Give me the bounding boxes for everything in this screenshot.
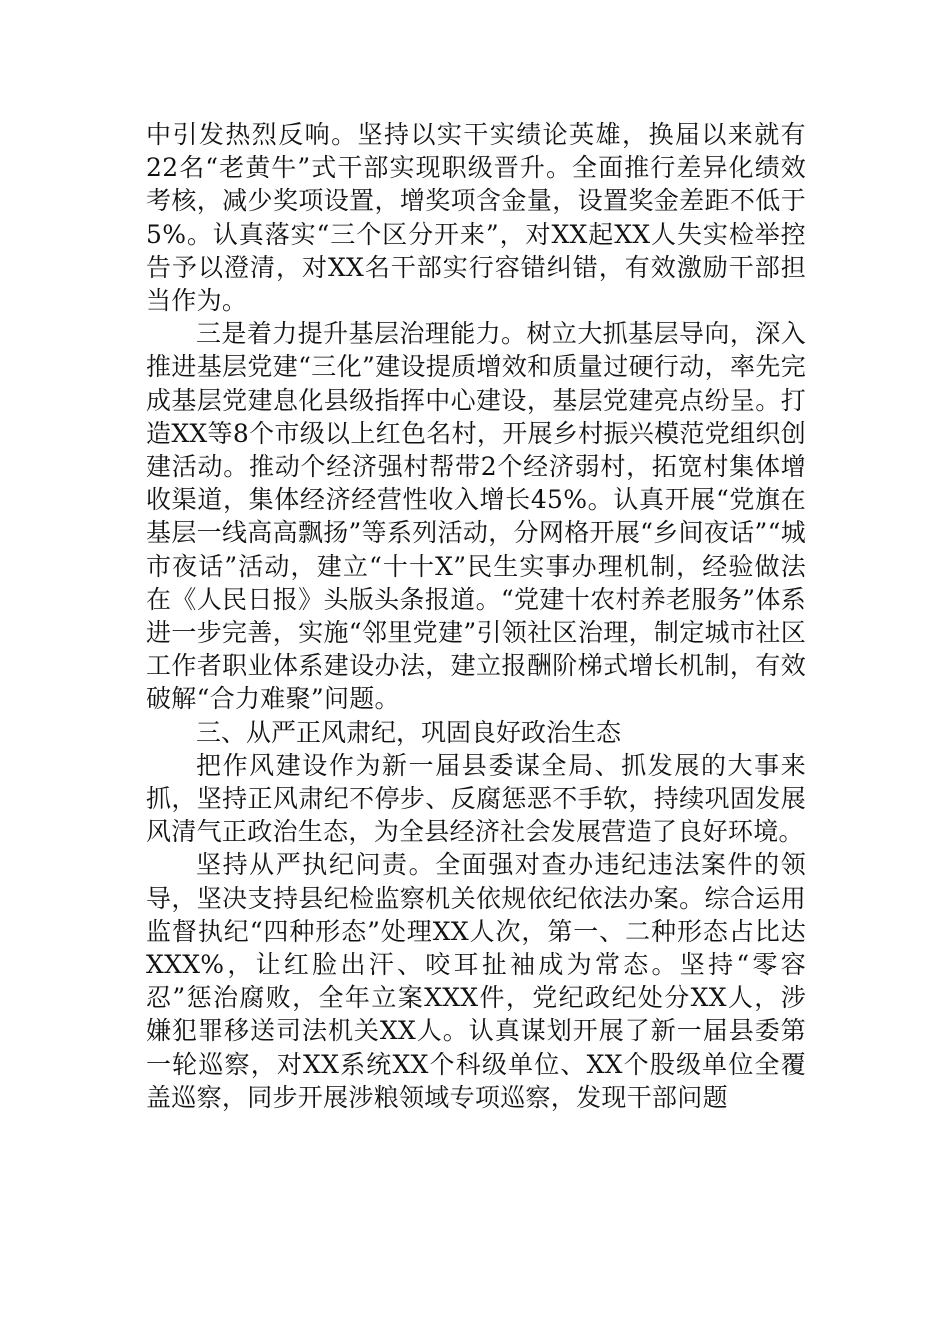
document-page — [146, 118, 806, 1114]
paragraph-4: 坚持从严执纪问责。全面强对查办违纪违法案件的领导，坚决支持县纪检监察机关依规依纪依法办案。综合运用监督执纪“四种形态”处理XX人次，第一、二种形态占比达XXX%，让红脸出汗、咬耳扯袖成为常态。坚持“零容忍”惩治腐败，全年立案XXX件，党纪政纪处分XX人，涉嫌犯罪移送司法机关XX人。认真谋划开展了新一届县委第一轮巡察，对XX系统XX个科级单位、XX个股级单位全覆盖巡察，同步开展涉粮领域专项巡察，发现干部问题 — [146, 850, 806, 1112]
paragraph-1: 中引发热烈反响。坚持以实干实绩论英雄，换届以来就有22名“老黄牛”式干部实现职级晋升。全面推行差异化绩效考核，减少奖项设置，增奖项含金量，设置奖金差距不低于5%。认真落实“三个区分开来”，对XX起XX人失实检举控告予以澄清，对XX名干部实行容错纠错，有效激励干部担当作为。 — [146, 120, 806, 316]
section-heading: 三、从严正风肃纪，巩固良好政治生态 — [196, 717, 622, 747]
paragraph-2: 三是着力提升基层治理能力。树立大抓基层导向，深入推进基层党建“三化”建设提质增效和质量过硬行动，率先完成基层党建息化县级指挥中心建设，基层党建亮点纷呈。打造XX等8个市级以上红色名村，开展乡村振兴模范党组织创建活动。推动个经济强村帮带2个经济弱村，拓宽村集体增收渠道，集体经济经营性收入增长45%。认真开展“党旗在基层一线高高飘扬”等系列活动，分网格开展“乡间夜话”“城市夜话”活动，建立“十十X”民生实事办理机制，经验做法在《人民日报》头版头条报道。“党建十农村养老服务”体系进一步完善，实施“邻里党建”引领社区治理，制定城市社区工作者职业体系建设办法，建立报酬阶梯式增长机制，有效破解“合力难聚”问题。 — [146, 319, 806, 714]
paragraph-3: 把作风建设作为新一届县委谋全局、抓发展的大事来抓，坚持正风肃纪不停步、反腐惩恶不手软，持续巩固发展风清气正政治生态，为全县经济社会发展营造了良好环境。 — [146, 750, 806, 847]
